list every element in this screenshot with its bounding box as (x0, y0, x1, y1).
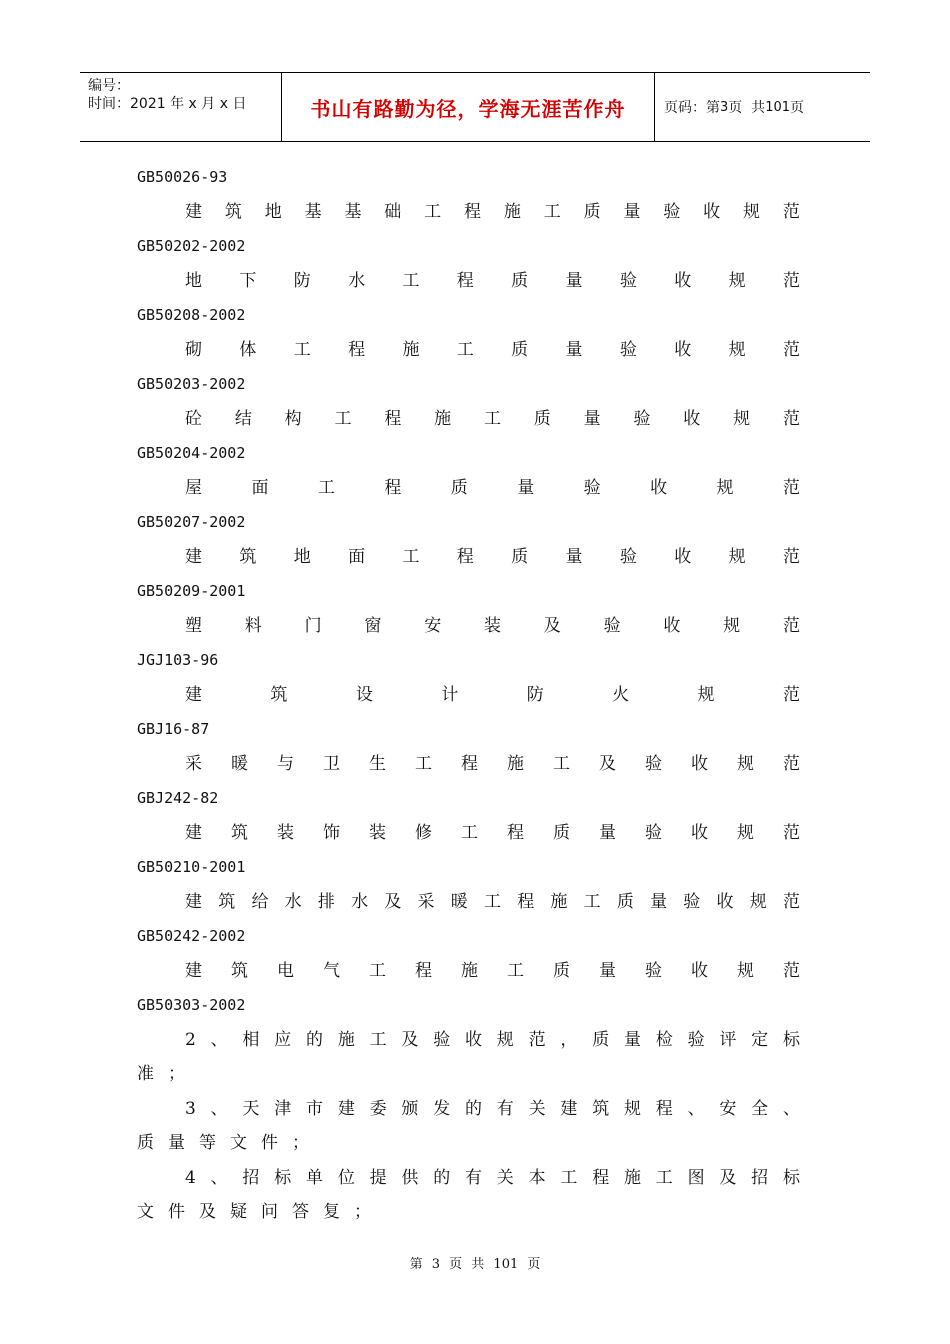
standard-title (137, 333, 800, 368)
title-char: 施 (461, 960, 478, 981)
standard-code: GB50242-2002 (137, 927, 246, 945)
title-char: 规 (743, 201, 761, 222)
title-char: 施 (623, 1167, 641, 1188)
title-char: 范 (782, 546, 800, 567)
title-char: 量 (583, 408, 601, 429)
title-char: 收 (650, 477, 668, 498)
title-char: 全 (751, 1098, 769, 1119)
title-char: 筑 (270, 684, 288, 705)
title-char: 、 (687, 1098, 705, 1119)
standard-title (137, 264, 800, 299)
title-char: 工 (461, 822, 478, 843)
title-char: 质 (511, 270, 529, 291)
standard-code: GB50026-93 (137, 168, 228, 186)
standard-title (137, 402, 800, 437)
title-char: 标 (782, 1029, 800, 1050)
title-char: 及 (401, 1029, 419, 1050)
title-char: 装 (277, 822, 294, 843)
title-char: 量 (565, 546, 583, 567)
title-char: 验 (683, 891, 701, 912)
title-char: 收 (691, 960, 708, 981)
title-char: 图 (687, 1167, 705, 1188)
title-char: 收 (674, 546, 692, 567)
title-char: 规 (723, 615, 741, 636)
title-char: 计 (441, 684, 459, 705)
title-char: 砼 (185, 408, 202, 429)
title-char: 设 (355, 684, 373, 705)
title-char: 地 (293, 546, 311, 567)
standard-title (137, 540, 800, 575)
title-char: 验 (663, 201, 681, 222)
title-char: 及 (384, 891, 402, 912)
title-char: 工 (402, 270, 420, 291)
title-char: 招 (242, 1167, 260, 1188)
title-char: 验 (633, 408, 651, 429)
title-char: 收 (663, 615, 681, 636)
title-char: 建 (185, 684, 202, 705)
title-char: 关 (496, 1167, 514, 1188)
title-char: 程 (592, 1167, 610, 1188)
title-char: 规 (697, 684, 715, 705)
title-char: 工 (483, 891, 501, 912)
title-char: 料 (244, 615, 262, 636)
title-char: 地 (264, 201, 282, 222)
standard-title (137, 609, 800, 644)
title-char: 地 (185, 270, 202, 291)
title-char: 水 (348, 270, 366, 291)
title-char: 火 (612, 684, 630, 705)
title-char: 基 (344, 201, 362, 222)
standard-code: GB50204-2002 (137, 444, 246, 462)
title-char: 收 (465, 1029, 482, 1050)
title-char: 气 (323, 960, 340, 981)
page-footer: 第 3 页 共 101 页 (409, 1257, 541, 1272)
standard-code: GB50303-2002 (137, 996, 246, 1014)
title-char: 及 (599, 753, 616, 774)
title-char: 水 (284, 891, 302, 912)
page-current: 3 (720, 99, 729, 115)
title-char: 筑 (239, 546, 257, 567)
title-char: 质 (553, 960, 570, 981)
title-char: 防 (526, 684, 544, 705)
title-char: 规 (728, 270, 746, 291)
title-char: 筑 (231, 822, 248, 843)
title-char: 工 (415, 753, 432, 774)
title-char: 质 (553, 822, 570, 843)
standard-code: GBJ242-82 (137, 789, 219, 807)
title-char: 量 (623, 1029, 641, 1050)
title-char: 质 (592, 1029, 610, 1050)
title-char: 筑 (231, 960, 248, 981)
title-char: 质 (533, 408, 551, 429)
title-char: 建 (185, 201, 202, 222)
title-char: 工 (553, 753, 570, 774)
title-char: 施 (434, 408, 452, 429)
title-char: 范 (528, 1029, 546, 1050)
title-char: 收 (691, 822, 708, 843)
title-char: 验 (645, 822, 662, 843)
title-char: 验 (619, 270, 637, 291)
title-char: 给 (251, 891, 269, 912)
title-char: ， (560, 1029, 578, 1050)
title-char: 塑 (185, 615, 202, 636)
title-char: 验 (645, 960, 662, 981)
continuation-text: 准； (137, 1064, 199, 1084)
title-char: 装 (483, 615, 501, 636)
title-char: 的 (306, 1029, 324, 1050)
standard-code: GB50202-2002 (137, 237, 246, 255)
title-char: 的 (465, 1098, 482, 1119)
title-char: 市 (306, 1098, 324, 1119)
title-char: 暖 (231, 753, 248, 774)
title-char: 范 (782, 477, 800, 498)
title-char: 安 (719, 1098, 737, 1119)
title-char: 卫 (323, 753, 340, 774)
standard-title (137, 1161, 800, 1196)
title-char: 构 (284, 408, 302, 429)
title-char: 工 (655, 1167, 673, 1188)
title-char: 委 (369, 1098, 387, 1119)
title-char: 规 (737, 753, 754, 774)
title-char: 关 (528, 1098, 546, 1119)
title-char: 招 (751, 1167, 769, 1188)
title-char: 建 (185, 822, 202, 843)
title-char: 3 (185, 1098, 196, 1119)
title-char: 建 (337, 1098, 355, 1119)
title-char: 规 (496, 1029, 514, 1050)
title-char: 津 (274, 1098, 292, 1119)
title-char: 采 (417, 891, 435, 912)
title-char: 建 (185, 546, 202, 567)
title-char: 面 (251, 477, 269, 498)
standard-title (137, 1092, 800, 1127)
title-char: 规 (623, 1098, 641, 1119)
standard-code: GB50208-2002 (137, 306, 246, 324)
standard-title (137, 954, 800, 989)
title-char: 规 (728, 339, 746, 360)
standard-code: JGJ103-96 (137, 651, 219, 669)
standard-title (137, 678, 800, 713)
title-char: 量 (517, 477, 535, 498)
title-char: 量 (599, 822, 616, 843)
title-char: 程 (384, 477, 402, 498)
title-char: 标 (782, 1167, 800, 1188)
title-char: 工 (560, 1167, 578, 1188)
title-char: 范 (782, 615, 800, 636)
title-char: 程 (348, 339, 366, 360)
title-char: 定 (751, 1029, 769, 1050)
title-char: 范 (783, 960, 800, 981)
title-char: 施 (503, 201, 521, 222)
title-char: 验 (645, 753, 662, 774)
title-char: 收 (683, 408, 701, 429)
standard-code: GB50209-2001 (137, 582, 246, 600)
title-char: 单 (306, 1167, 324, 1188)
title-char: 范 (782, 891, 800, 912)
document-body (137, 160, 800, 1230)
title-char: 工 (543, 201, 561, 222)
title-char: 规 (733, 408, 751, 429)
title-char: 规 (728, 546, 746, 567)
title-char: 范 (782, 339, 800, 360)
title-char: 量 (623, 201, 641, 222)
title-char: 排 (317, 891, 335, 912)
title-char: 程 (384, 408, 402, 429)
title-char: 修 (415, 822, 432, 843)
standard-title (137, 195, 800, 230)
title-char: 砌 (185, 339, 202, 360)
title-char: 质 (511, 546, 529, 567)
title-char: 工 (402, 546, 420, 567)
title-char: 位 (337, 1167, 355, 1188)
title-char: 工 (583, 891, 601, 912)
title-char: 施 (337, 1029, 355, 1050)
header-motto: 书山有路勤为径，学海无涯苦作舟 (281, 73, 655, 141)
title-char: 基 (304, 201, 322, 222)
title-char: 水 (351, 891, 369, 912)
title-char: 、 (210, 1167, 228, 1188)
title-char: 质 (450, 477, 468, 498)
page-total: 101 (765, 99, 791, 115)
title-char: 工 (334, 408, 352, 429)
title-char: 下 (239, 270, 257, 291)
title-char: 规 (716, 477, 734, 498)
title-char: 窗 (364, 615, 382, 636)
title-char: 应 (274, 1029, 292, 1050)
title-char: 电 (277, 960, 294, 981)
title-char: 程 (517, 891, 535, 912)
title-char: 相 (242, 1029, 260, 1050)
title-char: 程 (461, 753, 478, 774)
title-char: 质 (511, 339, 529, 360)
title-char: 范 (782, 270, 800, 291)
title-char: 提 (369, 1167, 387, 1188)
title-char: 与 (277, 753, 294, 774)
title-char: 及 (719, 1167, 737, 1188)
title-char: 范 (783, 753, 800, 774)
standard-code: GBJ16-87 (137, 720, 210, 738)
title-char: 面 (348, 546, 366, 567)
title-char: 程 (415, 960, 432, 981)
title-char: 建 (185, 891, 202, 912)
title-char: 屋 (185, 477, 202, 498)
title-char: 的 (433, 1167, 451, 1188)
title-char: 程 (507, 822, 524, 843)
title-char: 施 (507, 753, 524, 774)
title-char: 范 (783, 822, 800, 843)
title-char: 采 (185, 753, 202, 774)
standard-title (137, 471, 800, 506)
title-char: 程 (456, 270, 474, 291)
title-char: 质 (583, 201, 601, 222)
title-char: 有 (496, 1098, 514, 1119)
title-char: 天 (242, 1098, 260, 1119)
standard-title (137, 816, 800, 851)
header-meta (80, 73, 281, 141)
title-char: 、 (210, 1029, 228, 1050)
title-char: 程 (464, 201, 482, 222)
title-char: 范 (782, 201, 800, 222)
title-char: 暖 (450, 891, 468, 912)
standard-code: GB50210-2001 (137, 858, 246, 876)
title-char: 工 (293, 339, 311, 360)
title-char: 收 (674, 270, 692, 291)
title-char: 4 (185, 1167, 196, 1188)
title-char: 量 (599, 960, 616, 981)
title-char: 饰 (323, 822, 340, 843)
title-char: 程 (456, 546, 474, 567)
title-char: 收 (703, 201, 721, 222)
standard-title (137, 747, 800, 782)
title-char: 量 (565, 270, 583, 291)
title-char: 收 (716, 891, 734, 912)
header-page-indicator (655, 73, 870, 141)
title-char: 有 (465, 1167, 482, 1188)
page-prefix: 页码：第 (664, 100, 720, 116)
title-char: 标 (274, 1167, 292, 1188)
title-char: 装 (369, 822, 386, 843)
title-char: 安 (424, 615, 442, 636)
title-char: 验 (433, 1029, 451, 1050)
title-char: 础 (384, 201, 402, 222)
title-char: 生 (369, 753, 386, 774)
title-char: 验 (583, 477, 601, 498)
continuation-text: 文件及疑问答复； (137, 1202, 385, 1222)
title-char: 供 (401, 1167, 419, 1188)
standard-code: GB50203-2002 (137, 375, 246, 393)
title-char: 工 (317, 477, 335, 498)
title-char: 验 (687, 1029, 705, 1050)
title-char: 收 (691, 753, 708, 774)
title-char: 建 (560, 1098, 578, 1119)
title-char: 收 (674, 339, 692, 360)
title-char: 验 (603, 615, 621, 636)
title-char: 质 (616, 891, 634, 912)
title-char: 量 (650, 891, 668, 912)
title-char: 检 (655, 1029, 673, 1050)
standard-code: GB50207-2002 (137, 513, 246, 531)
title-char: 工 (369, 1029, 387, 1050)
title-char: 防 (293, 270, 311, 291)
page-header (80, 72, 870, 142)
title-char: 2 (185, 1029, 196, 1050)
title-char: 工 (507, 960, 524, 981)
title-char: 工 (483, 408, 501, 429)
title-char: 验 (619, 546, 637, 567)
page-suffix: 页 (790, 100, 805, 116)
title-char: 评 (719, 1029, 737, 1050)
title-char: 筑 (592, 1098, 610, 1119)
title-char: 验 (619, 339, 637, 360)
title-char: 门 (304, 615, 322, 636)
title-char: 结 (234, 408, 252, 429)
title-char: 规 (737, 960, 754, 981)
title-char: 量 (565, 339, 583, 360)
continuation-text: 质量等文件； (137, 1133, 323, 1153)
title-char: 范 (782, 408, 800, 429)
title-char: 体 (239, 339, 257, 360)
document-time-label: 时间：2021 年 x 月 x 日 (88, 96, 247, 112)
document-number-label: 编号： (88, 78, 130, 94)
title-char: 施 (550, 891, 568, 912)
title-char: 本 (528, 1167, 546, 1188)
title-char: 发 (433, 1098, 451, 1119)
standard-title (137, 1023, 800, 1058)
title-char: 规 (737, 822, 754, 843)
title-char: 工 (424, 201, 442, 222)
title-char: 程 (655, 1098, 673, 1119)
title-char: 建 (185, 960, 202, 981)
page-mid: 页 共 (728, 100, 766, 116)
title-char: 范 (782, 684, 800, 705)
title-char: 规 (749, 891, 767, 912)
title-char: 颁 (401, 1098, 419, 1119)
title-char: 筑 (224, 201, 242, 222)
title-char: 工 (369, 960, 386, 981)
title-char: 、 (782, 1098, 800, 1119)
title-char: 工 (456, 339, 474, 360)
title-char: 施 (402, 339, 420, 360)
title-char: 筑 (218, 891, 236, 912)
title-char: 及 (543, 615, 561, 636)
title-char: 、 (210, 1098, 228, 1119)
standard-title (137, 885, 800, 920)
